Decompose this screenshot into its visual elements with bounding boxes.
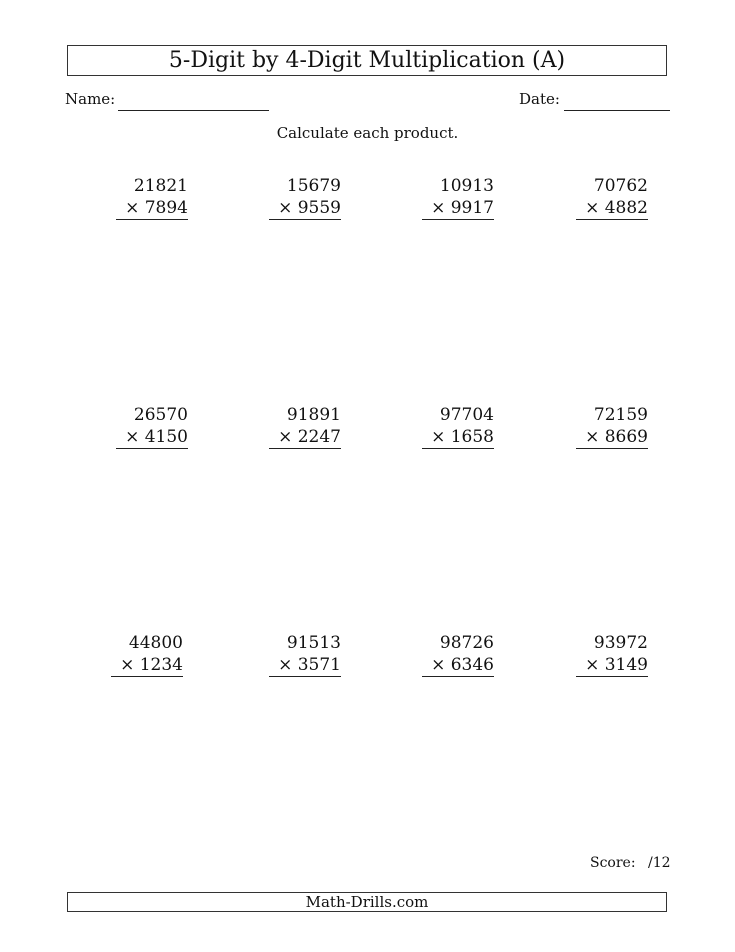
multiplicand: 91513	[286, 633, 341, 653]
problem	[269, 404, 341, 449]
date-label: Date:	[519, 90, 560, 108]
times-sign: ×	[278, 655, 293, 675]
score-label: Score:	[590, 855, 636, 871]
multiplier-row	[576, 426, 648, 449]
multiplier: 9559	[297, 198, 341, 218]
multiplier-row	[422, 654, 494, 677]
problem	[116, 175, 188, 220]
problem	[269, 175, 341, 220]
problem	[576, 632, 648, 677]
multiplier-row	[116, 426, 188, 449]
problem	[111, 632, 183, 677]
score-total: /12	[648, 855, 671, 871]
date-blank-line	[564, 110, 670, 111]
multiplier-row	[116, 197, 188, 220]
title-text: 5-Digit by 4-Digit Multiplication (A)	[168, 48, 566, 73]
multiplier-row	[269, 654, 341, 677]
problem	[422, 175, 494, 220]
multiplier: 6346	[450, 655, 494, 675]
times-sign: ×	[278, 198, 293, 218]
name-blank-line	[118, 110, 269, 111]
multiplier-row	[422, 426, 494, 449]
times-sign: ×	[125, 427, 140, 447]
multiplier: 8669	[604, 427, 648, 447]
footer	[67, 892, 667, 912]
problem	[576, 175, 648, 220]
problem	[116, 404, 188, 449]
multiplicand: 98726	[439, 633, 494, 653]
problem	[422, 632, 494, 677]
multiplier: 1234	[139, 655, 183, 675]
multiplier: 2247	[297, 427, 341, 447]
multiplier: 9917	[450, 198, 494, 218]
times-sign: ×	[431, 198, 446, 218]
multiplier-row	[576, 197, 648, 220]
times-sign: ×	[585, 655, 600, 675]
times-sign: ×	[585, 198, 600, 218]
problem	[576, 404, 648, 449]
multiplicand: 44800	[128, 633, 183, 653]
multiplier-row	[269, 426, 341, 449]
instructions: Calculate each product.	[276, 124, 459, 142]
times-sign: ×	[278, 427, 293, 447]
multiplicand: 70762	[593, 176, 648, 196]
multiplier: 1658	[450, 427, 494, 447]
problem	[269, 632, 341, 677]
multiplicand: 15679	[286, 176, 341, 196]
multiplicand: 91891	[286, 405, 341, 425]
multiplier-row	[111, 654, 183, 677]
times-sign: ×	[585, 427, 600, 447]
multiplier: 7894	[144, 198, 188, 218]
multiplicand: 21821	[133, 176, 188, 196]
worksheet-title	[67, 45, 667, 76]
multiplier: 3571	[297, 655, 341, 675]
multiplicand: 26570	[133, 405, 188, 425]
multiplier: 4882	[604, 198, 648, 218]
multiplicand: 97704	[439, 405, 494, 425]
name-label: Name:	[65, 90, 116, 108]
multiplicand: 72159	[593, 405, 648, 425]
problem	[422, 404, 494, 449]
multiplicand: 10913	[439, 176, 494, 196]
multiplier-row	[422, 197, 494, 220]
multiplier: 4150	[144, 427, 188, 447]
multiplier-row	[269, 197, 341, 220]
times-sign: ×	[431, 427, 446, 447]
footer-text: Math-Drills.com	[305, 893, 429, 911]
times-sign: ×	[120, 655, 135, 675]
multiplicand: 93972	[593, 633, 648, 653]
multiplier: 3149	[604, 655, 648, 675]
times-sign: ×	[125, 198, 140, 218]
multiplier-row	[576, 654, 648, 677]
times-sign: ×	[431, 655, 446, 675]
